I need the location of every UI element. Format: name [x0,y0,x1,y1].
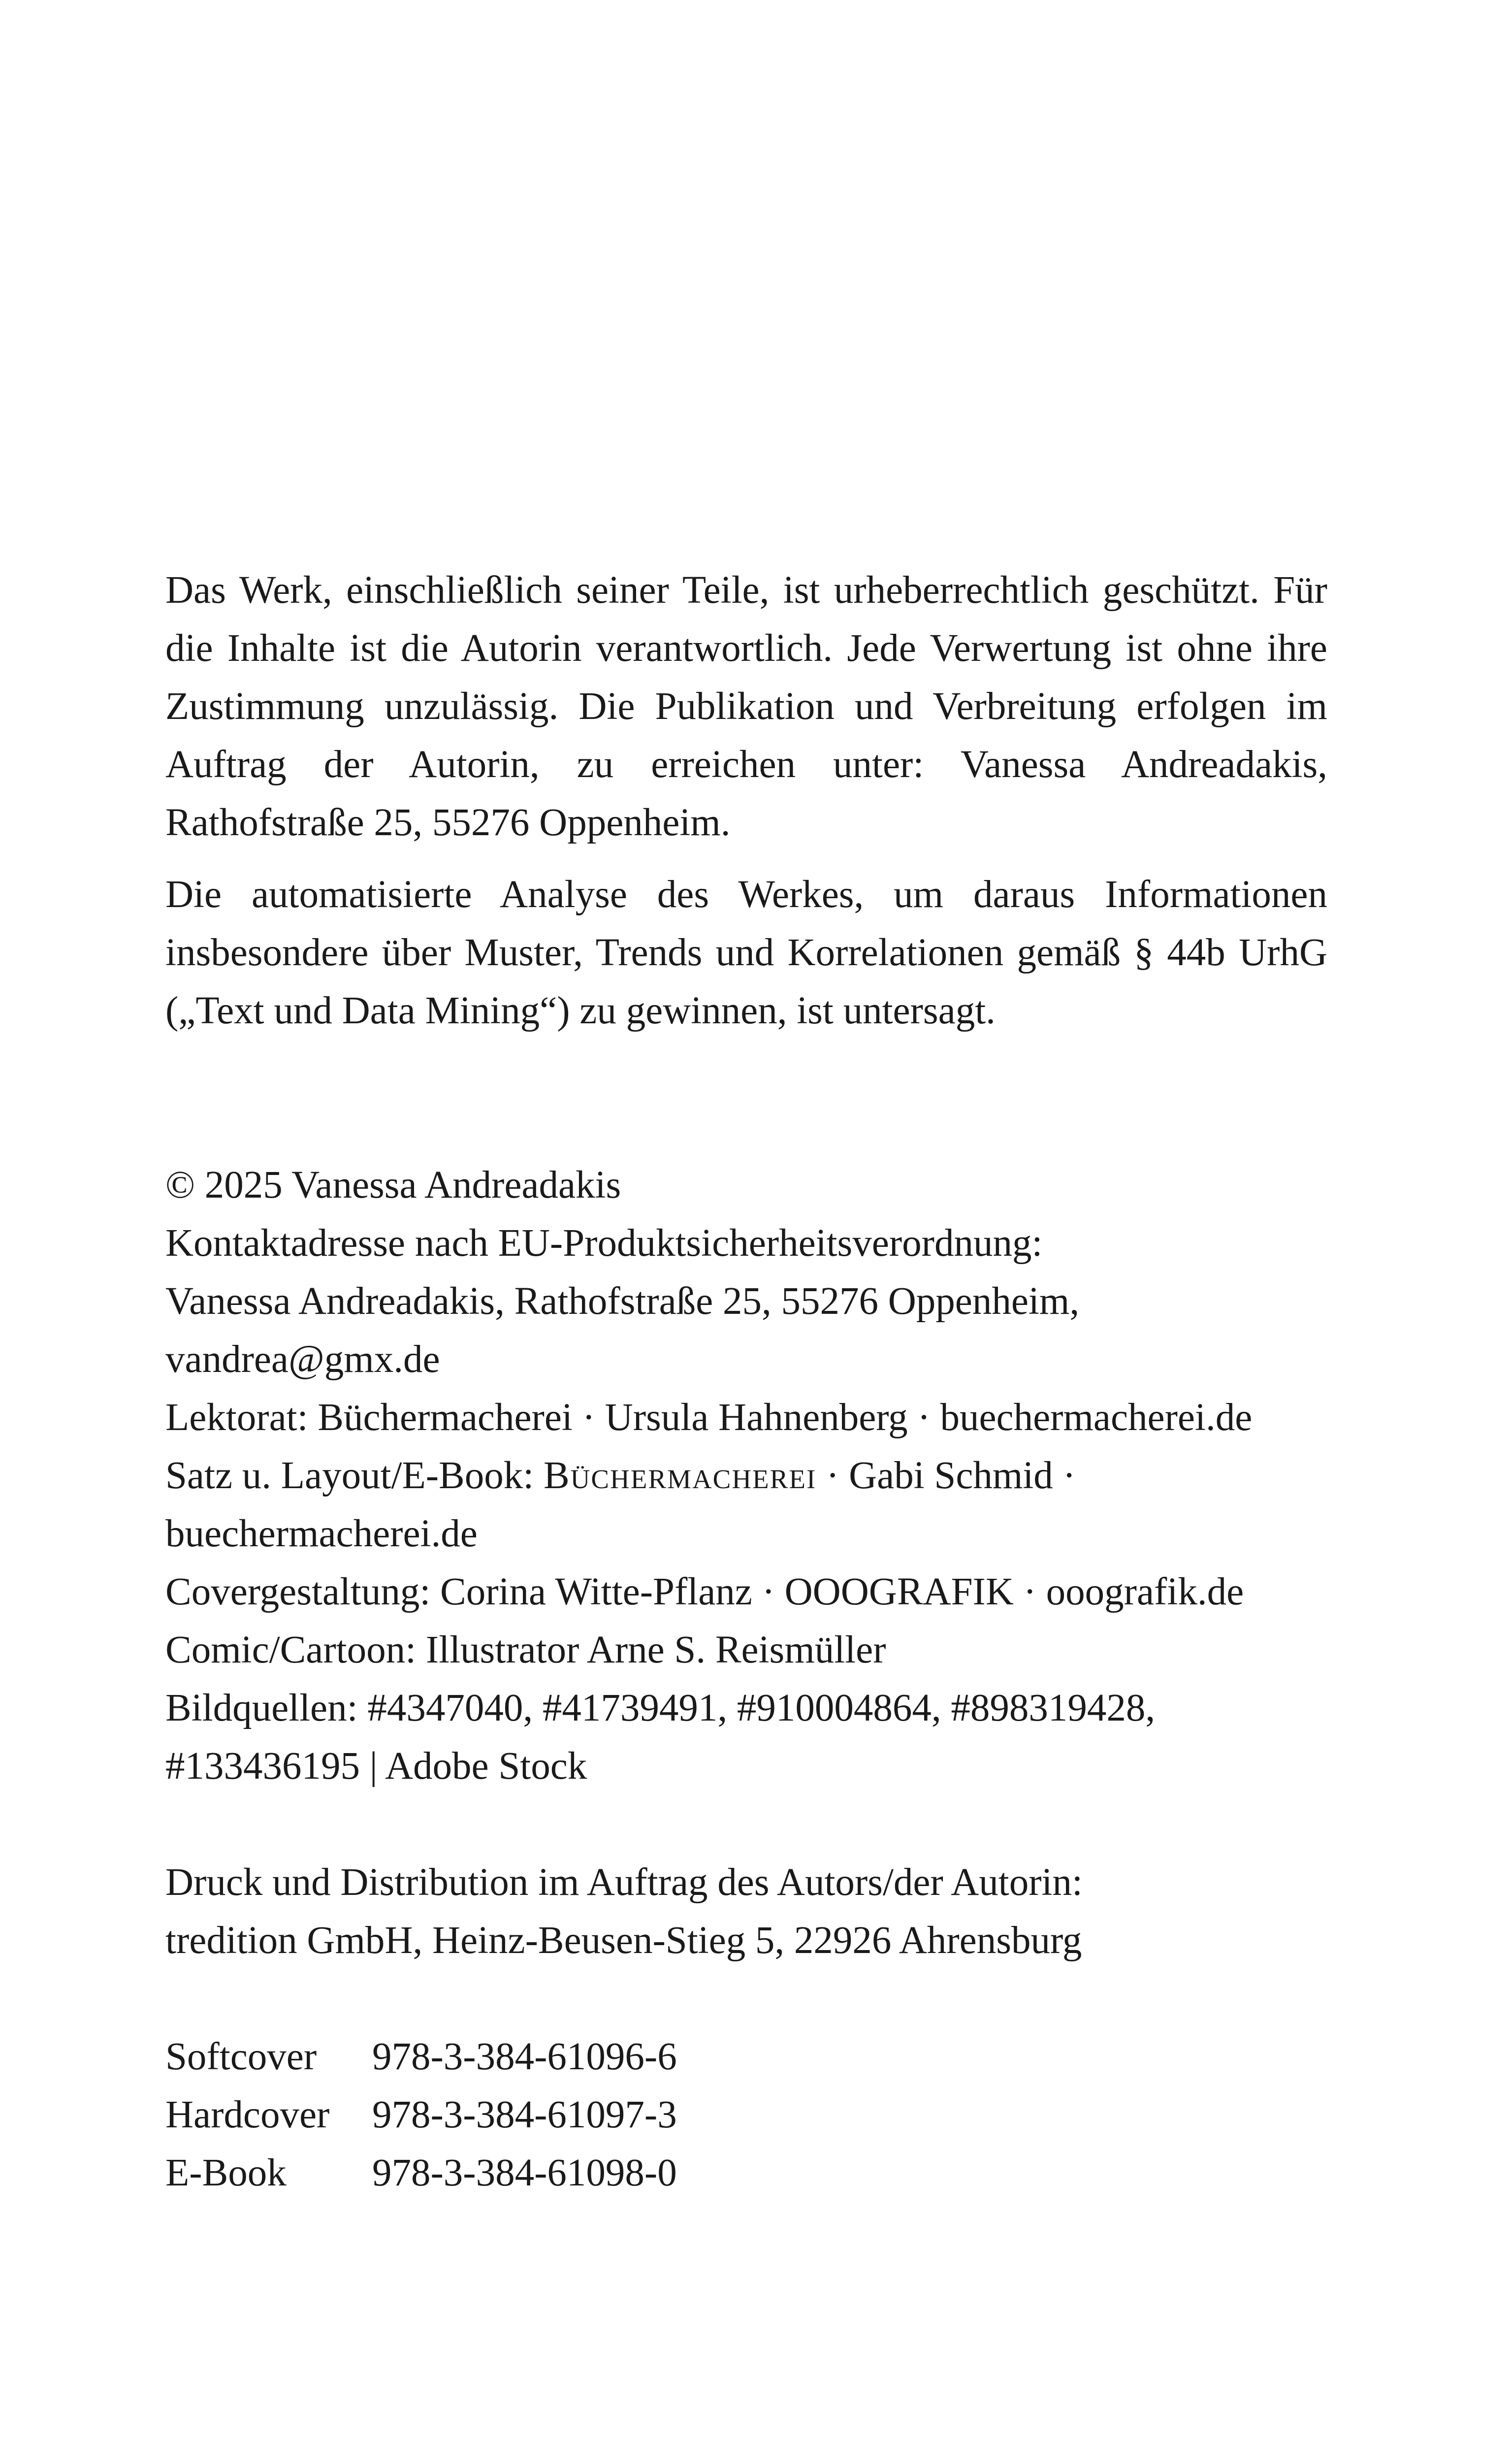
isbn-number: 978-3-384-61098-0 [372,2151,677,2194]
copyright-notice-paragraph: Das Werk, einschließlich seiner Teile, ist urheberrechtlich geschützt. Für die Inhalte ist die Autorin verantwortlich. Jede Verwertung ist ohne ihre Zustimmung unzulässig. Die Publikation und Verbreitung erfolgen im Auftrag der Autorin, zu erreichen unter: Vanessa Andreadakis, Rathofstraße 25, 55276 Oppenheim. [165,569,1327,844]
isbn-table [165,2028,677,2202]
isbn-format: E-Book [165,2151,287,2194]
isbn-row [165,2028,677,2086]
lektorat-line: Lektorat: Büchermacherei · Ursula Hahnenberg · buechermacherei.de [165,1396,1253,1439]
satz-brand: Büchermacherei [543,1454,817,1497]
contact-address: Vanessa Andreadakis, Rathofstraße 25, 55276 Oppenheim, [165,1280,1080,1323]
contact-email: vandrea@gmx.de [165,1338,440,1381]
satz-suffix: · Gabi Schmid · [816,1454,1076,1497]
cover-line: Covergestaltung: Corina Witte-Pflanz · OOOGRAFIK · ooografik.de [165,1570,1244,1613]
print-line-2: tredition GmbH, Heinz-Beusen-Stieg 5, 22926 Ahrensburg [165,1919,1082,1962]
bildquellen-line-2: #133436195 | Adobe Stock [165,1745,587,1788]
isbn-number: 978-3-384-61097-3 [372,2093,677,2136]
comic-line: Comic/Cartoon: Illustrator Arne S. Reismüller [165,1629,886,1671]
print-distribution-block [165,1854,1327,1970]
satz-url: buechermacherei.de [165,1512,478,1555]
copyright-line: © 2025 Vanessa Andreadakis [165,1164,621,1206]
isbn-number: 978-3-384-61096-6 [372,2035,677,2078]
satz-prefix: Satz u. Layout/E-Book: [165,1454,544,1497]
spacer [165,1970,1327,2028]
print-line-1: Druck und Distribution im Auftrag des Autors/der Autorin: [165,1861,1083,1904]
bildquellen-line-1: Bildquellen: #4347040, #41739491, #910004864, #898319428, [165,1687,1156,1729]
satz-line [165,1447,1327,1505]
isbn-row [165,2086,677,2144]
isbn-row [165,2144,677,2202]
imprint-page [165,561,1327,2202]
credits-block [165,1156,1327,1795]
isbn-format: Softcover [165,2035,317,2078]
isbn-format: Hardcover [165,2093,330,2136]
contact-heading: Kontaktadresse nach EU-Produktsicherheitsverordnung: [165,1222,1043,1265]
spacer [165,1040,1327,1156]
spacer [165,1795,1327,1854]
text-data-mining-paragraph: Die automatisierte Analyse des Werkes, um daraus Informationen insbesondere über Muster, Trends und Korrelationen gemäß § 44b UrhG („Text und Data Mining“) zu gewinnen, ist untersagt. [165,873,1327,1032]
